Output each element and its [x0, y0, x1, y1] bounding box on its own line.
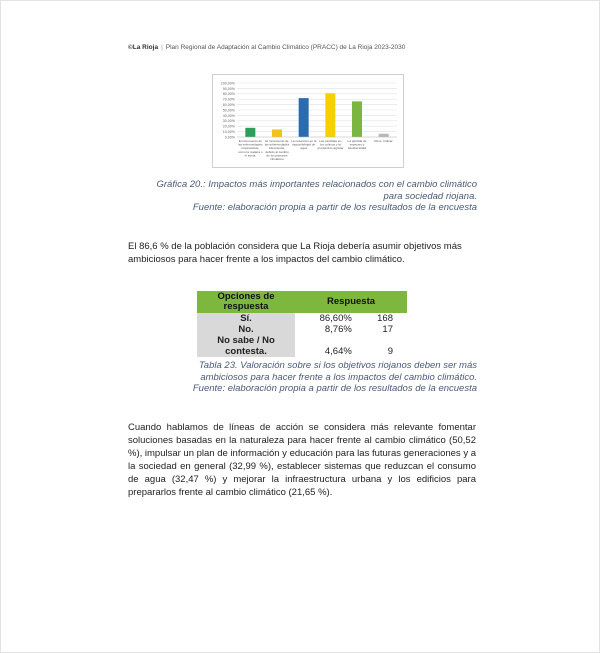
y-tick-label: 0,00% [224, 135, 235, 140]
count-cell: 9 [356, 335, 407, 357]
header-separator: | [161, 44, 163, 51]
y-tick-label: 90,00% [222, 86, 235, 91]
count-cell: 168 [356, 313, 407, 324]
x-category-label: Otros. Indicar: [373, 139, 394, 143]
running-header [128, 44, 405, 51]
y-tick-label: 20,00% [222, 124, 235, 129]
y-tick-label: 30,00% [222, 119, 235, 124]
table-caption [193, 360, 477, 395]
table-row [197, 313, 407, 324]
x-category-label: El incremento de las enfermedades respiratorias, como la malaria o el asma. [238, 139, 263, 158]
option-cell: No sabe / No contesta. [197, 335, 295, 357]
y-tick-label: 10,00% [222, 130, 235, 134]
column-header-response: Respuesta [295, 291, 407, 313]
bar [352, 101, 362, 137]
column-header-options: Opciones de respuesta [197, 291, 295, 313]
x-category-label: La reducción en la disponibilidad de agua [291, 139, 317, 151]
chart-caption-source: Fuente: elaboración propia a partir de los resultados de la encuesta [192, 202, 477, 213]
chart-caption-title: Gráfica 20.: Impactos más importantes relacionados con el cambio climático [156, 179, 477, 190]
y-tick-label: 100,00% [220, 81, 235, 86]
paragraph-ambition: El 86,6 % de la población considera que La Rioja debería asumir objetivos más ambiciosos para hacer frente a los impactos del cambio climático. [128, 241, 462, 265]
y-tick-label: 60,00% [222, 103, 235, 107]
table-row [197, 335, 407, 357]
table-row [197, 324, 407, 335]
chart-caption [157, 179, 478, 214]
bar [245, 128, 255, 137]
x-category-label: El incremento de las enfermedades infecciosas, debido al cambio de los patrones climáticos [264, 139, 290, 161]
bar-chart-svg [213, 75, 403, 167]
bar [299, 98, 309, 137]
bar [379, 134, 389, 137]
option-cell: Sí. [197, 313, 295, 324]
count-cell: 17 [356, 324, 407, 335]
percent-cell: 8,76% [295, 324, 356, 335]
x-category-label: Las pérdidas en los cultivos y la producción agraria [317, 139, 344, 151]
response-table [197, 291, 407, 357]
bar [325, 93, 335, 137]
y-tick-label: 70,00% [222, 97, 235, 102]
chart-caption-title-cont: para sociedad riojana. [383, 190, 477, 202]
table-header-row [197, 291, 407, 313]
x-category-label: La pérdida de especies y biodiversidad [347, 139, 367, 151]
brand-name: ©La Rioja [128, 44, 159, 51]
y-tick-label: 40,00% [222, 113, 235, 118]
option-cell: No. [197, 324, 295, 335]
bar [272, 129, 282, 137]
table-caption-title: Tabla 23. Valoración sobre si los objetivos riojanos deben ser más [198, 360, 477, 371]
document-title: Plan Regional de Adaptación al Cambio Climático (PRACC) de La Rioja 2023-2030 [165, 44, 406, 51]
paragraph-action-lines: Cuando hablamos de líneas de acción se considera más relevante fomentar soluciones basadas en la naturaleza para hacer frente al cambio climático (50,52 %), impulsar un plan de información y educación para las futuras generaciones y a la sociedad en general (32,99 %), establecer sistemas que reduzcan el consumo de agua (32,47 %) y mejorar la infraestructura urbana y los edificios para prepararlos frente al cambio climático (21,65 %). [128, 422, 476, 498]
y-tick-label: 80,00% [222, 92, 235, 97]
table-caption-source: Fuente: elaboración propia a partir de los resultados de la encuesta [192, 383, 477, 394]
percent-cell: 4,64% [295, 335, 356, 357]
y-tick-label: 50,00% [222, 108, 235, 113]
percent-cell: 86,60% [295, 313, 356, 324]
impacts-chart [212, 74, 404, 168]
table-caption-title-cont: ambiciosos para hacer frente a los impactos del cambio climático. [200, 371, 477, 383]
